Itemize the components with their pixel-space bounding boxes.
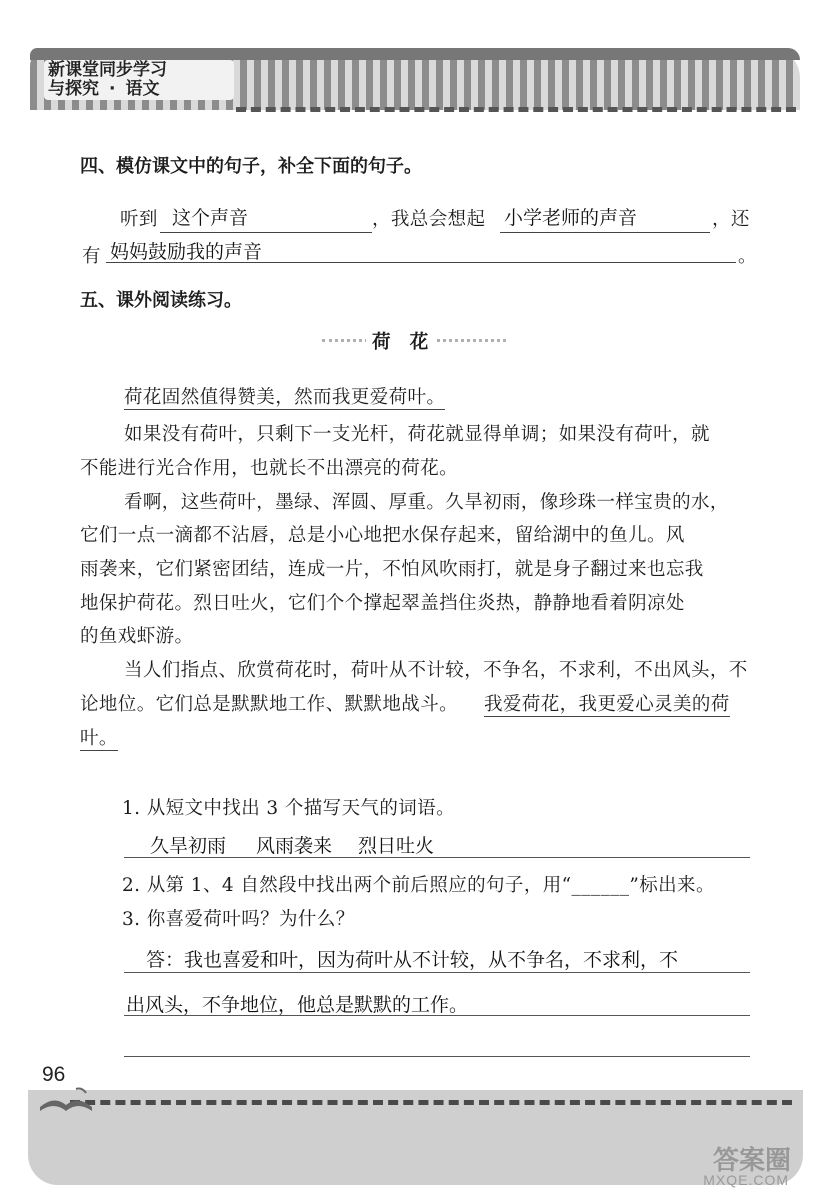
- watermark-logo: 答案圈: [712, 1145, 791, 1175]
- section4-line1-mid: ，我总会想起: [372, 209, 486, 230]
- answer1: 这个声音: [172, 207, 249, 229]
- answer1-underline: [160, 232, 372, 233]
- passage-title: 荷 花: [366, 328, 435, 354]
- section4-line2-end: 。: [738, 246, 757, 267]
- footer-dashed-rule: [70, 1100, 792, 1105]
- passage-p2-line2: 不能进行光合作用，也就长不出漂亮的荷花。: [80, 458, 459, 479]
- section4-line1-suffix: ，还: [712, 209, 750, 230]
- section5-heading: 五、课外阅读练习。: [80, 290, 242, 311]
- answer2: 小学老师的声音: [504, 207, 638, 229]
- passage-p4-line3: 叶。: [80, 724, 118, 751]
- section4-line1-prefix: 听到: [120, 209, 158, 230]
- passage-p3-line3: 雨袭来，它们紧密团结，连成一片，不怕风吹雨打，就是身子翻过来也忘我: [80, 559, 704, 580]
- leaf-stroke: [76, 1089, 86, 1094]
- passage-p4-line2a: 论地位。它们总是默默地工作、默默地战斗。: [80, 694, 459, 715]
- q1-answer-2: 风雨袭来: [256, 835, 333, 857]
- answer3: 妈妈鼓励我的声音: [110, 241, 263, 263]
- book-title-line2: 与探究 · 语文: [48, 79, 160, 99]
- q3-answer-rule2: [124, 1015, 750, 1016]
- question-3: 3. 你喜爱荷叶吗？为什么？: [122, 909, 355, 930]
- q3-answer-rule1: [124, 972, 750, 973]
- passage-p3-line1: 看啊，这些荷叶，墨绿、浑圆、厚重。久旱初雨，像珍珠一样宝贵的水，: [124, 492, 729, 513]
- watermark-url: MXQE.COM: [703, 1172, 789, 1188]
- q1-answer-1: 久旱初雨: [150, 835, 227, 857]
- header-dashed-rule: [236, 107, 796, 112]
- q1-answer-3: 烈日吐火: [358, 835, 435, 857]
- page-number: 96: [42, 1063, 66, 1086]
- passage-p3-line4: 地保护荷花。烈日吐火，它们个个撑起翠盖挡住炎热，静静地看着阴凉处: [80, 593, 685, 614]
- q3-answer-line1: 答：我也喜爱和叶，因为荷叶从不计较，从不争名，不求利，不: [146, 949, 679, 971]
- book-title: [44, 60, 234, 100]
- q3-answer-line2: 出风头，不争地位，他总是默默的工作。: [126, 994, 469, 1016]
- book-shape: [40, 1100, 92, 1111]
- answer2-underline: [500, 232, 710, 233]
- section4-heading: 四、模仿课文中的句子，补全下面的句子。: [80, 156, 422, 177]
- passage-p2-line1: 如果没有荷叶，只剩下一支光杆，荷花就显得单调；如果没有荷叶，就: [124, 424, 710, 445]
- book-title-line1: 新课堂同步学习: [48, 60, 167, 80]
- passage-p4-line2b: 我爱荷花，我更爱心灵美的荷: [484, 690, 730, 717]
- passage-p4-line1: 当人们指点、欣赏荷花时，荷叶从不计较，不争名，不求利，不出风头，不: [124, 660, 748, 681]
- book-icon: [36, 1085, 96, 1115]
- passage-p3-line5: 的鱼戏虾游。: [80, 626, 194, 647]
- passage-p1: 荷花固然值得赞美，然而我更爱荷叶。: [124, 383, 445, 410]
- q3-answer-rule3: [124, 1056, 750, 1057]
- passage-p3-line2: 它们一点一滴都不沾唇，总是小心地把水保存起来，留给湖中的鱼儿。风: [80, 525, 685, 546]
- header-banner-top: [30, 48, 800, 60]
- q1-answer-line: [124, 857, 750, 858]
- question-2: 2. 从第 1、4 自然段中找出两个前后照应的句子，用“______”标出来。: [122, 875, 715, 896]
- question-1: 1. 从短文中找出 3 个描写天气的词语。: [122, 798, 455, 819]
- section4-line2-prefix: 有: [82, 246, 101, 267]
